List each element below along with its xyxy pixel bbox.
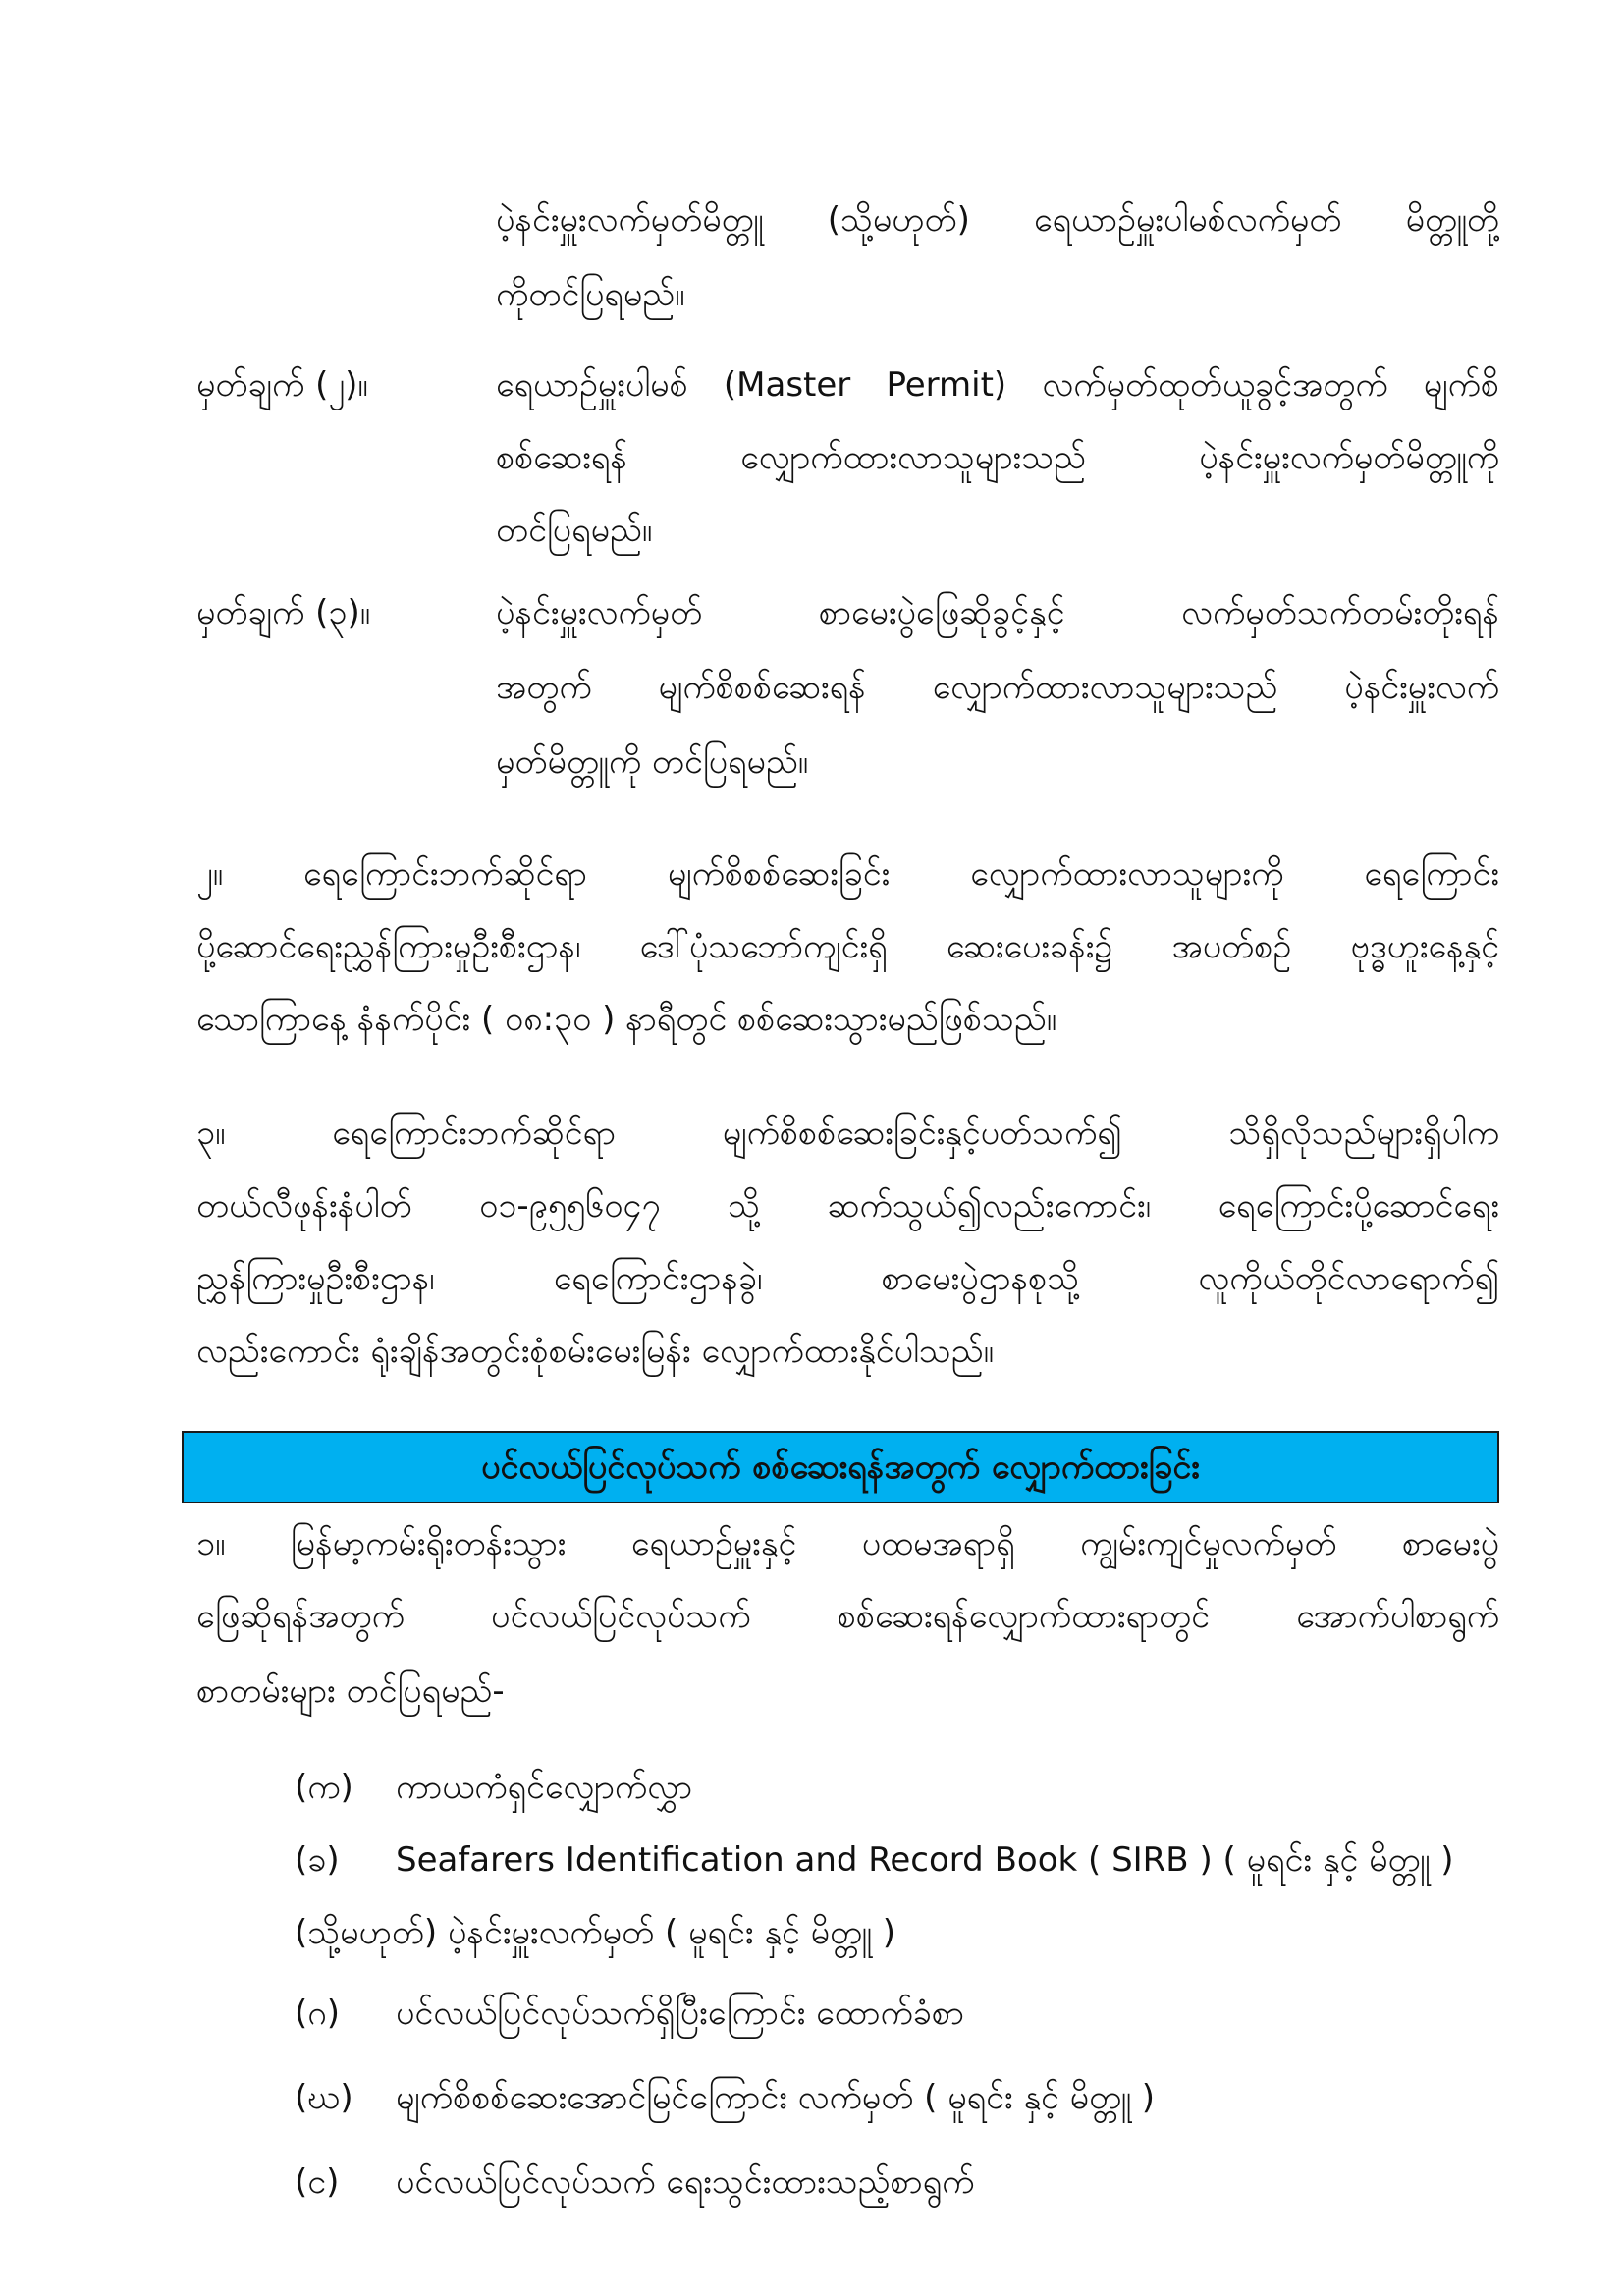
list-item-kha-continued: (သို့မဟုတ်) ပဲ့နင်းမှူးလက်မှတ် ( မူရင်း နှင့် မိတ္တူ ): [295, 1913, 895, 1952]
note-2-line-2: စစ်ဆေးရန် လျှောက်ထားလာသူများသည် ပဲ့နင်းမှူးလက်မှတ်မိတ္တူကို: [496, 438, 1499, 477]
carryover-line-1: ပဲ့နင်းမှူးလက်မှတ်မိတ္တူ (သို့မဟုတ်) ရေယာဉ်မှူးပါမစ်လက်မှတ် မိတ္တူတို့: [496, 200, 1499, 240]
list-item-nga-text: ပင်လယ်ပြင်လုပ်သက် ရေးသွင်းထားသည့်စာရွက်: [396, 2162, 975, 2202]
para-4-line-1: ၁။ မြန်မာ့ကမ်းရိုးတန်းသွား ရေယာဉ်မှူးနှင့် ပထမအရာရှိ ကျွမ်းကျင်မှုလက်မှတ် စာမေးပွဲ: [196, 1524, 1499, 1563]
note-3-label: မှတ်ချက် (၃)။: [196, 593, 371, 632]
note-3-line-2: အတွက် မျက်စိစစ်ဆေးရန် လျှောက်ထားလာသူများသည် ပဲ့နင်းမှူးလက်: [496, 668, 1499, 707]
list-item-ka-text: ကာယကံရှင်လျှောက်လွှာ: [396, 1768, 693, 1807]
note-3-line-1: ပဲ့နင်းမှူးလက်မှတ် စာမေးပွဲဖြေဆိုခွင့်နှင့် လက်မှတ်သက်တမ်းတိုးရန်: [496, 593, 1499, 632]
para-2-line-1: ၂။ ရေကြောင်းဘက်ဆိုင်ရာ မျက်စိစစ်ဆေးခြင်း လျှောက်ထားလာသူများကို ရေကြောင်း: [196, 854, 1499, 894]
list-item-ga-marker: (ဂ): [295, 1994, 340, 2033]
list-item-ga-text: ပင်လယ်ပြင်လုပ်သက်ရှိပြီးကြောင်း ထောက်ခံစာ: [396, 1994, 964, 2033]
note-3-line-3: မှတ်မိတ္တူကို တင်ပြရမည်။: [496, 742, 809, 782]
list-item-kha-text: Seafarers Identification and Record Book ( SIRB ) ( မူရင်း နှင့် မိတ္တူ ): [396, 1840, 1454, 1880]
section-banner: [182, 1431, 1499, 1503]
para-3-line-3: ညွှန်ကြားမှုဦးစီးဌာန၊ ရေကြောင်းဌာနခွဲ၊ စာမေးပွဲဌာနစုသို့ လူကိုယ်တိုင်လာရောက်၍: [196, 1259, 1499, 1298]
carryover-line-2: ကိုတင်ပြရမည်။: [496, 275, 685, 314]
para-3-line-4: လည်းကောင်း ရုံးချိန်အတွင်းစုံစမ်းမေးမြန်း လျှောက်ထားနိုင်ပါသည်။: [196, 1332, 994, 1371]
para-4-line-2: ဖြေဆိုရန်အတွက် ပင်လယ်ပြင်လုပ်သက် စစ်ဆေးရန်လျှောက်ထားရာတွင် အောက်ပါစာရွက်: [196, 1597, 1499, 1636]
note-2-line-1: ရေယာဉ်မှူးပါမစ် (Master Permit) လက်မှတ်ထုတ်ယူခွင့်အတွက် မျက်စိ: [496, 365, 1499, 405]
para-4-line-3: စာတမ်းများ တင်ပြရမည်-: [196, 1671, 505, 1711]
note-2-line-3: တင်ပြရမည်။: [496, 511, 653, 550]
para-3-line-2: တယ်လီဖုန်းနံပါတ် ၀၁-၉၅၅၆၀၄၇ သို့ ဆက်သွယ်၍လည်းကောင်း၊ ရေကြောင်းပို့ဆောင်ရေး: [196, 1186, 1499, 1226]
section-banner-title: ပင်လယ်ပြင်လုပ်သက် စစ်ဆေးရန်အတွက် လျှောက်ထားခြင်း: [481, 1448, 1200, 1487]
para-3-line-1: ၃။ ရေကြောင်းဘက်ဆိုင်ရာ မျက်စိစစ်ဆေးခြင်းနှင့်ပတ်သက်၍ သိရှိလိုသည်များရှိပါက: [196, 1114, 1499, 1153]
list-item-gha-marker: (ဃ): [295, 2078, 353, 2117]
note-2-label: မှတ်ချက် (၂)။: [196, 365, 368, 405]
list-item-kha-marker: (ခ): [295, 1840, 340, 1880]
list-item-ka-marker: (က): [295, 1768, 353, 1807]
para-2-line-2: ပို့ဆောင်ရေးညွှန်ကြားမှုဦးစီးဌာန၊ ဒေါ်ပုံသဘော်ကျင်းရှိ ဆေးပေးခန်း၌ အပတ်စဉ် ဗုဒ္ဓဟူးနေ့နှင့်: [196, 927, 1499, 966]
para-2-line-3: သောကြာနေ့ နံနက်ပိုင်း ( ၀၈:၃၀ ) နာရီတွင် စစ်ဆေးသွားမည်ဖြစ်သည်။: [196, 1000, 1056, 1039]
list-item-nga-marker: (င): [295, 2162, 340, 2202]
list-item-gha-text: မျက်စိစစ်ဆေးအောင်မြင်ကြောင်း လက်မှတ် ( မူရင်း နှင့် မိတ္တူ ): [396, 2078, 1156, 2117]
